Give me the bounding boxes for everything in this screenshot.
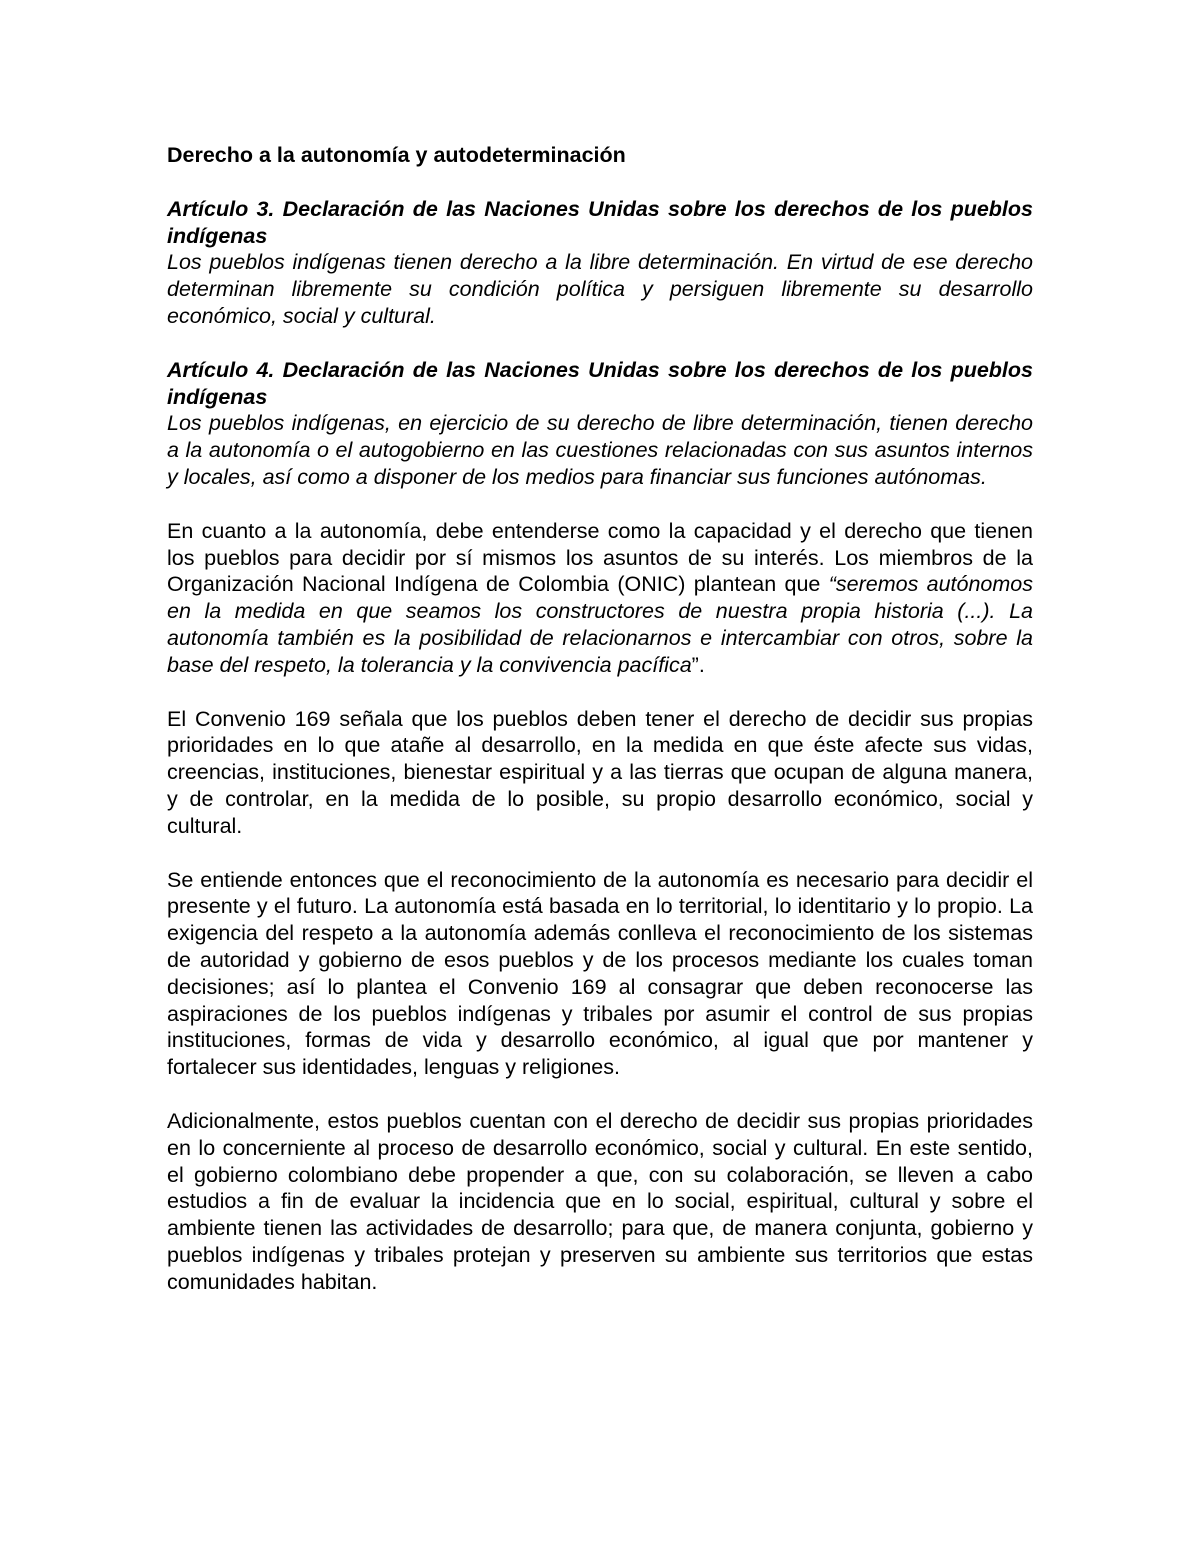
autonomy-onic-paragraph [167, 518, 1033, 679]
article-3-heading: Artículo 3. Declaración de las Naciones Unidas sobre los derechos de los pueblos indígenas [167, 196, 1033, 248]
document-title: Derecho a la autonomía y autodeterminación [167, 143, 626, 167]
onic-paragraph-intro: En cuanto a la autonomía, debe entenderse como la capacidad y el derecho que tienen los pueblos para decidir por sí mismos los asuntos de su interés. Los miembros de la Organización Nacional Indígena de Colombia (ONIC) plantean que [167, 518, 1033, 597]
article-4-text: Los pueblos indígenas, en ejercicio de su derecho de libre determinación, tienen derecho a la autonomía o el autogobierno en las cuestiones relacionadas con sus asuntos internos y locales, así como a disponer de los medios para financiar sus funciones autónomas. [167, 411, 1033, 489]
onic-quote: “seremos autónomos en la medida en que seamos los constructores de nuestra propia historia (...). La autonomía también es la posibilidad de relacionarnos e intercambiar con otros, sobre la base del respeto, la tolerancia y la convivencia pacífica [167, 572, 1034, 677]
article-4 [167, 357, 1033, 491]
article-4-heading: Artículo 4. Declaración de las Naciones Unidas sobre los derechos de los pueblos indígenas [167, 357, 1033, 409]
article-3-text: Los pueblos indígenas tienen derecho a la libre determinación. En virtud de ese derecho determinan libremente su condición política y persiguen libremente su desarrollo económico, social y cultural. [167, 250, 1033, 328]
article-3 [167, 196, 1033, 330]
document-page [167, 142, 1033, 1322]
convenio-169-paragraph: El Convenio 169 señala que los pueblos deben tener el derecho de decidir sus propias prioridades en lo que atañe al desarrollo, en la medida en que éste afecte sus vidas, creencias, instituciones, bienestar espiritual y a las tierras que ocupan de alguna manera, y de controlar, en la medida de lo posible, su propio desarrollo económico, social y cultural. [167, 706, 1033, 838]
onic-paragraph-outro: ”. [691, 652, 705, 677]
autonomy-recognition-paragraph: Se entiende entonces que el reconocimiento de la autonomía es necesario para decidir el presente y el futuro. La autonomía está basada en lo territorial, lo identitario y lo propio. La exigencia del respeto a la autonomía además conlleva el reconocimiento de los sistemas de autoridad y gobierno de esos pueblos y de los procesos mediante los cuales toman decisiones; así lo plantea el Convenio 169 al consagrar que deben reconocerse las aspiraciones de los pueblos indígenas y tribales por asumir el control de sus propias instituciones, formas de vida y desarrollo económico, al igual que por mantener y fortalecer sus identidades, lenguas y religiones. [167, 867, 1033, 1080]
development-priorities-paragraph: Adicionalmente, estos pueblos cuentan con el derecho de decidir sus propias prioridades en lo concerniente al proceso de desarrollo económico, social y cultural. En este sentido, el gobierno colombiano debe propender a que, con su colaboración, se lleven a cabo estudios a fin de evaluar la incidencia que en lo social, espiritual, cultural y sobre el ambiente tienen las actividades de desarrollo; para que, de manera conjunta, gobierno y pueblos indígenas y tribales protejan y preserven su ambiente sus territorios que estas comunidades habitan. [167, 1108, 1033, 1294]
